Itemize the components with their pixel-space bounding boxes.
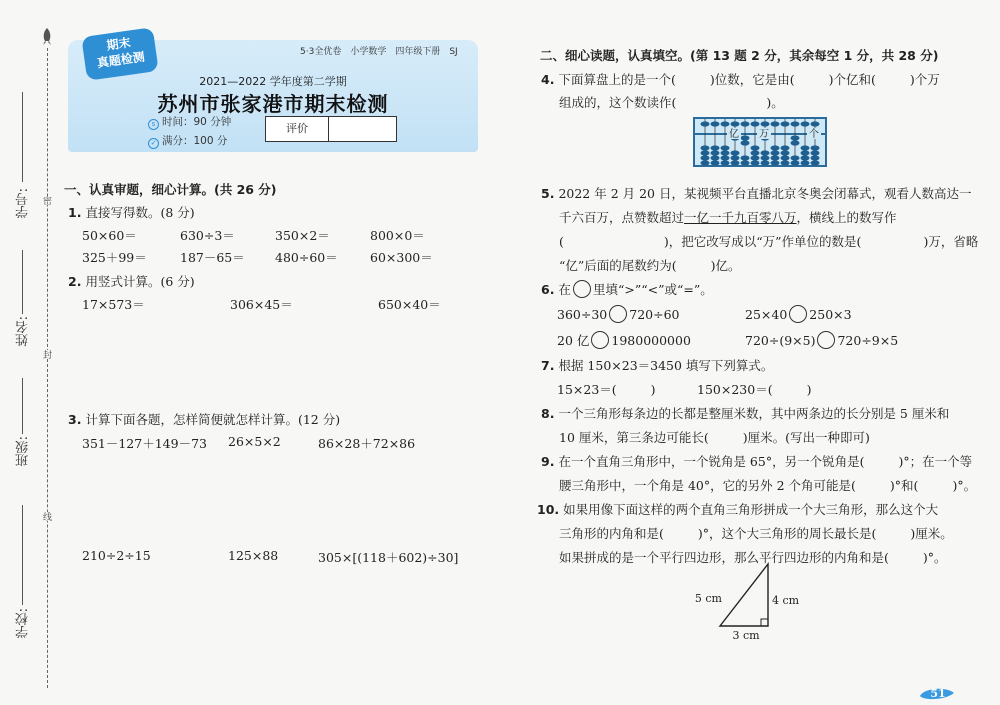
seal-char-xian: 线 — [41, 512, 51, 521]
q9-line2 — [559, 476, 976, 494]
q4-line2 — [559, 93, 784, 111]
q7-b1: 150×230＝( — [697, 382, 773, 397]
q4-l1a: 下面算盘上的是一个( — [558, 72, 676, 87]
q5-l2c: ，横线上的数写作 — [796, 210, 897, 225]
q9-l2a: 腰三角形中，一个角是 40°，它的另外 2 个角可能是( — [559, 478, 856, 493]
q10-l1: 如果用像下面这样的两个直角三角形拼成一个大三角形，那么这个大 — [563, 502, 939, 517]
q2-title: 用竖式计算。(6 分) — [85, 274, 195, 289]
q8-l1: 一个三角形每条边的长都是整厘米数，其中两条边的长分别是 5 厘米和 — [558, 406, 950, 421]
exam-header — [68, 35, 478, 152]
q5-number: 5. — [541, 186, 555, 201]
q1-title: 直接写得数。(8 分) — [85, 205, 195, 220]
badge-line1: 期末 — [105, 35, 132, 53]
q5-underlined-number: 一亿一千九百零八万 — [684, 210, 797, 225]
q6-circle-4[interactable] — [817, 331, 835, 349]
q5-l4a: “亿”后面的尾数约为( — [559, 258, 677, 273]
q9-l2b: )°和( — [889, 478, 919, 493]
q9-line1 — [541, 452, 972, 470]
q1-r1-c1: 50×60＝ — [82, 228, 137, 243]
time-info — [148, 114, 231, 130]
clock-icon: s — [148, 119, 159, 130]
school-line — [22, 505, 23, 605]
q6-r1a-right: 720÷60 — [629, 307, 680, 322]
q6-circle-1[interactable] — [609, 305, 627, 323]
q7-number: 7. — [541, 358, 555, 373]
q7-a1: 15×23＝( — [557, 382, 617, 397]
q1-r2-c4: 60×300＝ — [370, 250, 433, 265]
abacus-label-wan: 万 — [759, 129, 769, 140]
grade-label: 评价 — [266, 117, 329, 141]
q10-l2c: )厘米。 — [910, 526, 953, 541]
q6-r2b — [745, 331, 898, 349]
q10-l3a: 如果拼成的是一个平行四边形，那么平行四边形的内角和是( — [559, 550, 889, 565]
q10-l2a: 三角形的内角和是( — [559, 526, 664, 541]
q4-l2a: 组成的，这个数读作( — [559, 95, 677, 110]
q4-l1c: )个亿和( — [828, 72, 876, 87]
q2-item-1: 17×573＝ — [82, 297, 145, 312]
q7-a2: ) — [650, 382, 656, 397]
q3-r2-c1: 210÷2÷15 — [82, 548, 151, 563]
q10-line2 — [559, 524, 953, 542]
q1-r1-c4: 800×0＝ — [370, 228, 425, 243]
q9-l1a: 在一个直角三角形中，一个锐角是 65°，另一个锐角是( — [558, 454, 865, 469]
q5-l3b: )，把它改写成以“万”作单位的数是( — [663, 234, 862, 249]
school-label: 学校: — [16, 608, 31, 639]
q4-line1 — [541, 70, 940, 88]
q4-number: 4. — [541, 72, 555, 87]
seal-dashed-line — [47, 48, 48, 688]
q8-l2a: 10 厘米，第三条边可能长( — [559, 430, 709, 445]
page-number: 51 — [930, 687, 946, 700]
q5-line3 — [559, 232, 978, 250]
q6-r1a — [557, 305, 680, 323]
section2-title: 二、细心读题，认真填空。(第 13 题 2 分，其余每空 1 分，共 28 分) — [540, 48, 939, 63]
q9-number: 9. — [541, 454, 555, 469]
q9-l2c: )°。 — [952, 478, 977, 493]
right-triangle-figure — [694, 558, 810, 644]
q5-line1 — [541, 184, 971, 202]
seal-char-mi: 密 — [41, 196, 51, 205]
q7-item-2 — [697, 380, 811, 398]
q8-line2 — [559, 428, 870, 446]
grade-field[interactable] — [329, 117, 396, 141]
q3-number: 3. — [68, 412, 82, 427]
q6-circle-sample — [573, 280, 591, 298]
exam-title: 苏州市张家港市期末检测 — [157, 92, 389, 116]
abacus-figure — [693, 117, 827, 167]
class-label: 班级: — [16, 436, 31, 467]
q3-title: 计算下面各题，怎样简便就怎样计算。(12 分) — [85, 412, 341, 427]
q6-b: 里填“>”“<”或“=”。 — [592, 282, 713, 297]
q4-l1d: )个万 — [909, 72, 940, 87]
q6-r1b — [745, 305, 852, 323]
q7-title: 根据 150×23＝3450 填写下列算式。 — [558, 358, 774, 373]
rocket-icon — [41, 28, 53, 46]
triangle-hypotenuse-label: 5 cm — [694, 592, 722, 605]
id-label: 学号: — [16, 188, 31, 219]
abacus-label-yi: 亿 — [729, 129, 739, 140]
id-line — [22, 92, 23, 182]
binding-margin — [0, 0, 62, 705]
page-number-badge — [916, 684, 956, 702]
badge-line2: 真题检测 — [96, 49, 146, 71]
q1-r1-c3: 350×2＝ — [275, 228, 330, 243]
q6-r2a — [557, 331, 691, 349]
q1-r2-c1: 325＋99＝ — [82, 250, 147, 265]
q1-r2-c2: 187－65＝ — [180, 250, 245, 265]
q1-r2-c3: 480÷60＝ — [275, 250, 338, 265]
q2-number: 2. — [68, 274, 82, 289]
grade-box — [265, 116, 397, 142]
q6-r2b-left: 720÷(9×5) — [745, 333, 816, 348]
q3-r1-c1: 351－127＋149－73 — [82, 436, 207, 451]
name-label: 姓名: — [16, 316, 31, 347]
q6-heading — [541, 280, 713, 298]
q10-number: 10. — [537, 502, 560, 517]
q3-r1-c2: 26×5×2 — [228, 434, 281, 449]
q1-heading — [68, 203, 195, 221]
q2-item-2: 306×45＝ — [230, 297, 293, 312]
q5-l4b: )亿。 — [710, 258, 741, 273]
q7-heading — [541, 356, 773, 374]
score-text: 满分：100 分 — [162, 135, 228, 147]
q5-l2a: 千六百万，点赞数超过 — [559, 210, 685, 225]
q10-l3b: )°。 — [922, 550, 947, 565]
check-circle-icon: ✓ — [148, 138, 159, 149]
q7-item-1 — [557, 380, 656, 398]
q3-heading — [68, 410, 340, 428]
q10-line1 — [537, 500, 938, 518]
class-line — [22, 378, 23, 434]
q8-l2b: )厘米。(写出一种即可) — [742, 430, 870, 445]
q6-r1b-left: 25×40 — [745, 307, 788, 322]
q6-r2a-left: 20 亿 — [557, 333, 590, 348]
time-text: 时间：90 分钟 — [162, 116, 232, 128]
q6-r2a-right: 1980000000 — [611, 333, 691, 348]
q6-a: 在 — [558, 282, 571, 297]
q8-line1 — [541, 404, 949, 422]
q2-heading — [68, 272, 195, 290]
name-line — [22, 250, 23, 314]
q6-r2b-right: 720÷9×5 — [837, 333, 899, 348]
q5-l3a: ( — [559, 234, 564, 249]
q5-line2 — [559, 208, 897, 226]
series-label: 5·3全优卷 小学数学 四年级下册 SJ — [300, 47, 458, 57]
q5-l3c: )万，省略 — [923, 234, 979, 249]
school-year: 2021—2022 学年度第二学期 — [199, 75, 347, 88]
q7-b2: ) — [806, 382, 812, 397]
score-info — [148, 133, 227, 149]
q6-circle-3[interactable] — [591, 331, 609, 349]
q10-l2b: )°，这个大三角形的周长最长是( — [697, 526, 877, 541]
q4-l1b: )位数，它是由( — [709, 72, 795, 87]
q1-number: 1. — [68, 205, 82, 220]
q3-r1-c3: 86×28＋72×86 — [318, 436, 416, 451]
section1-title: 一、认真审题，细心计算。(共 26 分) — [64, 182, 277, 197]
q4-l2b: )。 — [766, 95, 784, 110]
q1-r1-c2: 630÷3＝ — [180, 228, 235, 243]
q2-item-3: 650×40＝ — [378, 297, 441, 312]
q6-r1b-right: 250×3 — [809, 307, 852, 322]
q6-circle-2[interactable] — [789, 305, 807, 323]
q6-r1a-left: 360÷30 — [557, 307, 608, 322]
abacus-label-ge: 个 — [809, 129, 819, 140]
seal-char-feng: 封 — [41, 350, 51, 359]
q5-line4 — [559, 256, 741, 274]
triangle-base-label: 3 cm — [732, 629, 760, 642]
q3-r2-c2: 125×88 — [228, 548, 279, 563]
triangle-leg-label: 4 cm — [772, 594, 800, 607]
q3-r2-c3: 305×[(118＋602)÷30] — [318, 550, 459, 565]
q9-l1b: )°；在一个等 — [898, 454, 973, 469]
q6-number: 6. — [541, 282, 555, 297]
q5-l1: 2022 年 2 月 20 日，某视频平台直播北京冬奥会闭幕式，观看人数高达一 — [558, 186, 972, 201]
q8-number: 8. — [541, 406, 555, 421]
